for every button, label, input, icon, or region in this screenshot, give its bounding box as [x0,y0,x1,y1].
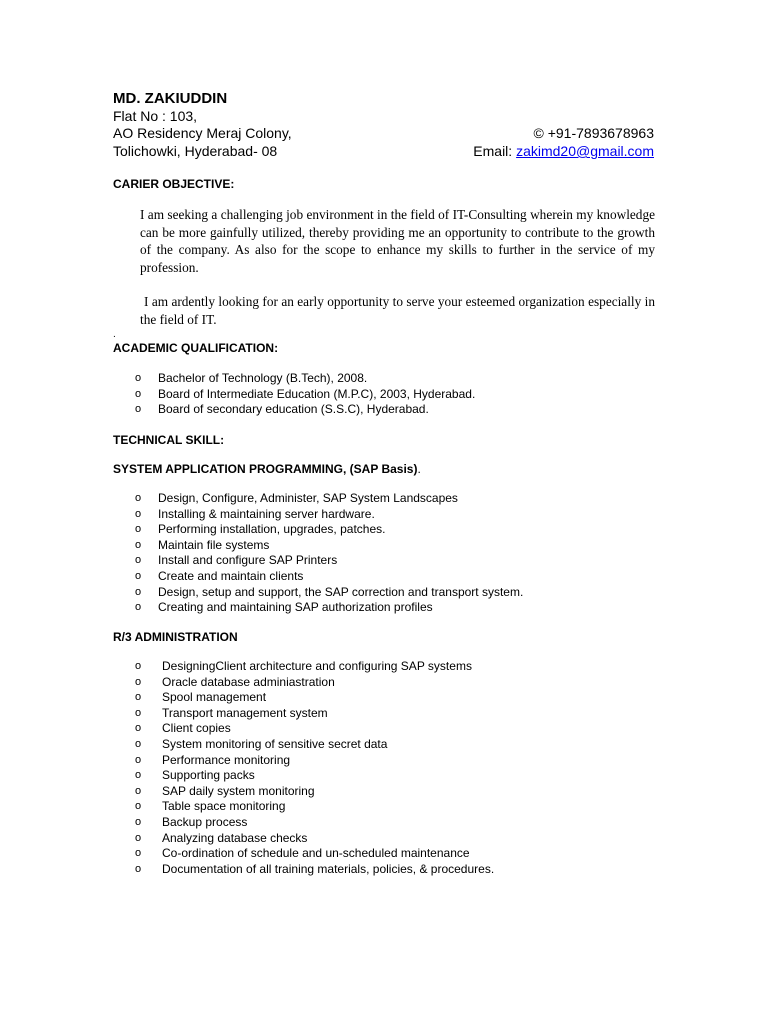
list-item-text: System monitoring of sensitive secret data [162,736,388,751]
bullet-marker: o [135,492,142,504]
list-item-text: Maintain file systems [158,537,270,552]
address-line-1: Flat No : 103, [113,108,198,124]
bullet-marker: o [135,523,142,536]
email-line [473,143,654,159]
list-item-text: Design, Configure, Administer, SAP System Landscapes [158,491,458,505]
bullet-marker: o [135,507,142,520]
address-line-3: Tolichowki, Hyderabad- 08 [113,143,278,159]
bullet-marker: o [135,675,142,688]
bullet-marker: o [135,403,142,416]
list-item-text: Design, setup and support, the SAP correction and transport system. [158,584,524,599]
bullet-marker: o [135,601,142,614]
phone-number: © +91-7893678963 [533,125,654,141]
list-item-text: Backup process [162,814,248,829]
list-item-text: Co-ordination of schedule and un-scheduled maintenance [162,846,470,861]
list-item-text: Oracle database adminiastration [162,674,335,689]
bullet-marker: o [135,862,142,875]
list-item-text: Performing installation, upgrades, patches. [158,522,386,537]
sap-basis-heading-suffix: . [417,462,421,476]
list-item-text: DesigningClient architecture and configuring SAP systems [162,659,472,673]
list-item-text: SAP daily system monitoring [162,783,315,798]
list-item-text: Client copies [162,721,231,736]
bullet-marker: o [135,800,142,813]
bullet-marker: o [135,815,142,828]
bullet-marker: o [135,372,142,384]
bullet-marker: o [135,691,142,704]
bullet-marker: o [135,387,142,400]
bullet-marker: o [135,769,142,782]
bullet-marker: o [135,847,142,860]
list-item-text: Documentation of all training materials, policies, & procedures. [162,861,495,876]
bullet-marker: o [135,706,142,719]
stray-dot: . [113,329,116,340]
bullet-marker: o [135,737,142,750]
list-item-text: Supporting packs [162,768,255,783]
r3-heading: R/3 ADMINISTRATION [113,630,238,644]
bullet-marker: o [135,722,142,735]
list-item-text: Bachelor of Technology (B.Tech), 2008. [158,371,368,385]
bullet-marker: o [135,660,142,672]
bullet-marker: o [135,753,142,766]
objective-paragraph-2: I am ardently looking for an early opportunity to serve your esteemed organization especially in the field of IT. [140,294,655,327]
objective-heading: CARIER OBJECTIVE: [113,177,235,191]
academic-heading: ACADEMIC QUALIFICATION: [113,341,279,355]
list-item-text: Create and maintain clients [158,568,304,583]
email-label: Email: [473,143,517,159]
list-item-text: Creating and maintaining SAP authorization profiles [158,600,433,615]
list-item-text: Transport management system [162,705,328,720]
list-item-text: Spool management [162,690,267,705]
sap-basis-heading-text: SYSTEM APPLICATION PROGRAMMING, (SAP Basis) [113,462,418,476]
list-item-text: Board of Intermediate Education (M.P.C), 2003, Hyderabad. [158,386,476,401]
bullet-marker: o [135,554,142,567]
technical-skill-heading: TECHNICAL SKILL: [113,433,225,447]
candidate-name: MD. ZAKIUDDIN [113,90,228,107]
list-item-text: Performance monitoring [162,752,291,767]
objective-paragraph-1: I am seeking a challenging job environment in the field of IT-Consulting wherein my knowledge can be more gainfully utilized, thereby providing me an opportunity to contribute to the growth of the company. As also for the scope to enhance my skills to further in the service of my profession. [140,207,655,275]
list-item-text: Analyzing database checks [162,830,308,845]
list-item-text: Install and configure SAP Printers [158,553,338,568]
sap-basis-heading [113,462,421,476]
list-item-text: Table space monitoring [162,799,286,814]
bullet-marker: o [135,784,142,797]
list-item-text: Installing & maintaining server hardware. [158,506,375,521]
list-item-text: Board of secondary education (S.S.C), Hyderabad. [158,402,429,417]
address-line-2: AO Residency Meraj Colony, [113,125,292,141]
bullet-marker: o [135,831,142,844]
bullet-marker: o [135,569,142,582]
bullet-marker: o [135,585,142,598]
email-link[interactable]: zakimd20@gmail.com [516,143,654,159]
bullet-marker: o [135,538,142,551]
